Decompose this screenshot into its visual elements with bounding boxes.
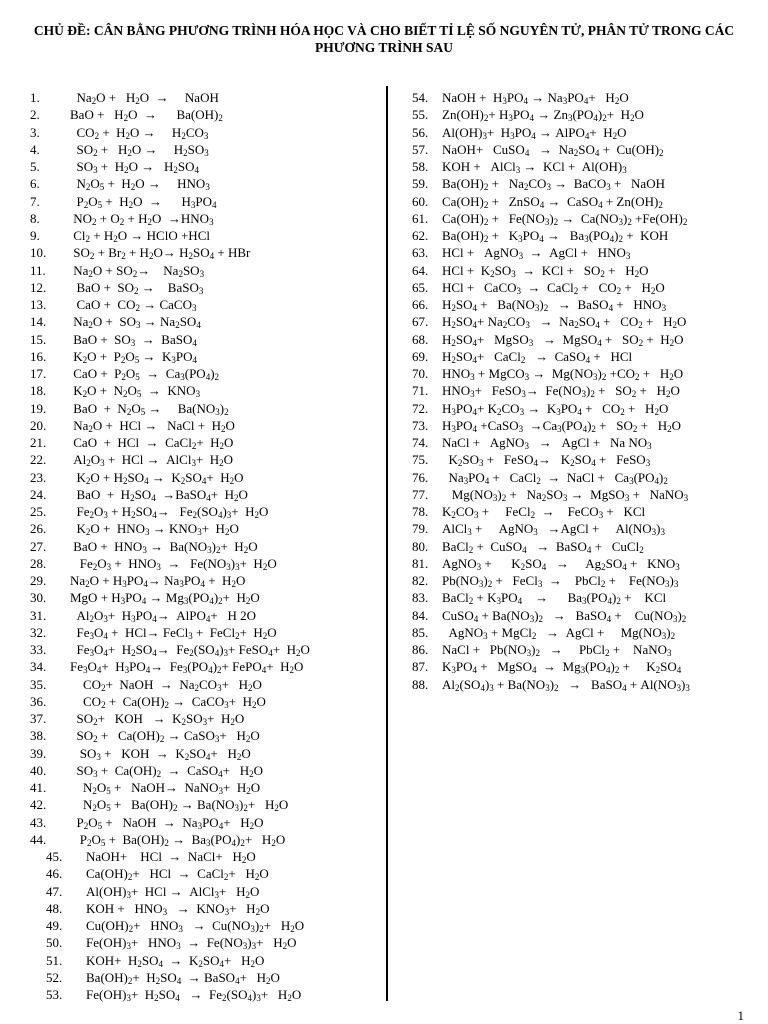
equation-number: 58. xyxy=(412,159,429,174)
equation-text: $Pb(NO_3)_2$ + FeCl$_3$ → PbCl$_2$ + $Fe(NO_3)_3$ xyxy=(442,573,679,589)
equation-row xyxy=(30,589,382,606)
equation-number: 46. xyxy=(46,866,63,882)
equation-text: $H_2SO_4+$ MgSO$_3$ → MgSO$_4$ + $SO_2 + H_2O$ xyxy=(442,331,684,348)
equation-text: BaCl$_2$ + CuSO$_4$ → BaSO$_4$ + CuCl$_2$ xyxy=(442,538,644,555)
equation-number: 26. xyxy=(30,521,47,537)
equation-number: 21. xyxy=(30,435,47,450)
equation-number: 48. xyxy=(46,900,63,916)
equation-text: CaO + $CO_2$ → CaCO$_3$ xyxy=(70,297,197,313)
equation-row xyxy=(412,451,752,468)
equation-number: 42. xyxy=(30,797,47,813)
equation-text: KOH + AlCl$_3$ → KCl + $Al(OH)_3$ xyxy=(442,159,627,175)
equation-row xyxy=(30,417,382,434)
equation-row xyxy=(412,658,752,675)
equation-text: BaO + $SO_2$ → BaSO$_3$ xyxy=(70,279,204,296)
equation-row xyxy=(30,814,382,831)
equation-row xyxy=(30,624,382,641)
equation-number: 73. xyxy=(412,417,429,433)
equation-row xyxy=(30,848,382,865)
equation-number: 29. xyxy=(30,573,47,588)
equation-row xyxy=(30,193,382,210)
equation-text: NaOH+ CuSO$_4$ → $Na_2SO_4 + Cu(OH)_2$ xyxy=(442,141,664,158)
equation-row xyxy=(30,986,382,1003)
equation-text: $K_2O + HNO_3 \to KNO_3+ H_2O$ xyxy=(70,521,239,538)
equation-text: $HNO_3+$ FeSO$_3$→ $Fe(NO_3)_2 + SO_2 + H_2O$ xyxy=(442,383,680,400)
equation-number: 60. xyxy=(412,193,429,209)
equation-number: 39. xyxy=(30,745,47,761)
equation-text: CaO + HCl → CaCl$_2$+ $H_2O$ xyxy=(70,435,234,451)
equation-text: $N_2O_5 + Ba(OH)_2 \to Ba(NO_3)_2+ H_2O$ xyxy=(70,797,289,814)
equation-text: $Al_2O_3$ + HCl → AlCl$_3$+ $H_2O$ xyxy=(70,452,234,469)
equation-row xyxy=(412,555,752,572)
equation-text: $SO_3 + H_2O \to H_2SO_4$ xyxy=(70,159,200,175)
equation-row xyxy=(412,227,752,244)
equation-row xyxy=(412,141,752,158)
equation-row xyxy=(30,641,382,658)
title-line-1: CHỦ ĐỀ: CÂN BẰNG PHƯƠNG TRÌNH HÓA HỌC VÀ CHO BIẾT TỈ LỆ SỐ NGUYÊN TỬ, PHÂN TỬ TRONG CÁC xyxy=(33,23,735,38)
equation-text: $SO_2+$ KOH → $K_2SO_3+ H_2O$ xyxy=(70,711,245,727)
equation-text: $Mg(NO_3)_2 + Na_2SO_3$ → MgSO$_3$ + NaNO$_3$ xyxy=(442,486,689,503)
equation-number: 40. xyxy=(30,762,47,778)
equation-number: 84. xyxy=(412,607,429,623)
equation-number: 37. xyxy=(30,711,47,726)
equation-text: $N_2O_5$ + NaOH→ NaNO$_3$+ $H_2O$ xyxy=(70,780,261,796)
equation-text: $H_3PO_4+ K_2CO_3 \to K_3PO_4 + CO_2 + H_2O$ xyxy=(442,400,669,417)
equation-number: 57. xyxy=(412,141,429,157)
equation-row xyxy=(30,727,382,744)
equation-number: 47. xyxy=(46,883,63,899)
equation-text: $Fe(OH)_3+ H_2SO_4 \to Fe_2(SO_4)_3+ H_2O$ xyxy=(86,987,302,1003)
equation-text: BaCl$_2$ + $K_3PO_4$ → $Ba_3(PO_4)_2$ + KCl xyxy=(442,590,667,607)
equation-row xyxy=(30,175,382,192)
equation-number: 54. xyxy=(412,90,429,105)
equation-text: $N_2O_5 + H_2O$ → $HNO_3$ xyxy=(70,176,210,193)
equation-row xyxy=(412,89,752,106)
equation-text: $SO_2 + Br_2 + H_2O\to H_2SO_4$ + HBr xyxy=(70,245,251,262)
equation-text: $H_3PO_4$ +CaSO$_3$ $\to Ca_3(PO_4)_2 + SO_2 + H_2O$ xyxy=(442,417,681,434)
equation-number: 1. xyxy=(30,90,40,105)
equation-row xyxy=(412,158,752,175)
page-number: 1 xyxy=(737,1008,744,1023)
equation-number: 79. xyxy=(412,521,429,537)
equation-number: 63. xyxy=(412,245,429,261)
equation-text: $Ba(OH)_2 + K_3PO_4 \to Ba_3(PO_4)_2$ + KOH xyxy=(442,228,669,244)
equation-row xyxy=(412,365,752,382)
equation-text: CuSO$_4$ + $Ba(NO_3)_2$ → BaSO$_4$ + $Cu(NO_3)_2$ xyxy=(442,607,687,624)
equation-row xyxy=(412,210,752,227)
equation-number: 51. xyxy=(46,952,63,968)
equation-text: $Ba(OH)_2+ H_2SO_4$ → BaSO$_4$+ $H_2O$ xyxy=(86,969,280,986)
equation-row xyxy=(412,624,752,641)
equation-number: 3. xyxy=(30,124,40,140)
equation-number: 68. xyxy=(412,331,429,347)
equation-row xyxy=(30,313,382,330)
equation-number: 75. xyxy=(412,452,429,468)
equation-text: $K_2O + H_2SO_4 \to K_2SO_4+ H_2O$ xyxy=(70,469,244,486)
equation-number: 76. xyxy=(412,469,429,485)
equation-row xyxy=(30,693,382,710)
equation-number: 49. xyxy=(46,918,63,933)
equation-row xyxy=(30,831,382,848)
equation-text: NaOH + $H_3PO_4 \to Na_3PO_4+ H_2O$ xyxy=(442,90,629,106)
equation-text: $Cl_2 + H_2O$ → HClO +HCl xyxy=(70,228,210,244)
equation-row xyxy=(30,555,382,572)
equation-number: 55. xyxy=(412,107,429,123)
page-title xyxy=(20,22,748,56)
equation-text: $K_2SO_3$ + FeSO$_4$→ $K_2SO_4$ + FeSO$_3$ xyxy=(442,452,651,469)
equation-number: 25. xyxy=(30,504,47,519)
equation-row xyxy=(412,193,752,210)
equation-number: 15. xyxy=(30,331,47,347)
equation-text: $Al(OH)_3+$ HCl → AlCl$_3$+ $H_2O$ xyxy=(86,883,260,900)
equation-number: 86. xyxy=(412,642,429,657)
equation-row xyxy=(412,313,752,330)
equation-row xyxy=(30,227,382,244)
equation-row xyxy=(30,244,382,261)
equation-text: $CO_2 + Ca(OH)_2$ → CaCO$_3$+ $H_2O$ xyxy=(70,693,266,710)
equation-text: $Fe_2O_3 + H_2SO_4\to Fe_2(SO_4)_3+ H_2O$ xyxy=(70,504,269,520)
equation-number: 6. xyxy=(30,176,40,192)
equation-text: $Fe_3O_4 + HCl\to$ FeCl$_3$ + FeCl$_2$+ $H_2O$ xyxy=(70,624,277,641)
equation-number: 78. xyxy=(412,504,429,519)
equation-text: CaO + $P_2O_5 \to Ca_3(PO_4)_2$ xyxy=(70,366,220,382)
equation-number: 13. xyxy=(30,297,47,312)
equation-text: BaO + $H_2SO_4$ →BaSO$_4$+ $H_2O$ xyxy=(70,486,248,503)
equation-number: 5. xyxy=(30,159,40,174)
equation-text: $SO_2 + Ca(OH)_2$ → CaSO$_3$+ $H_2O$ xyxy=(70,728,260,745)
equation-row xyxy=(30,900,382,917)
equation-row xyxy=(412,589,752,606)
equation-text: $Na_2O + SO_2\to$ $Na_2SO_3$ xyxy=(70,262,205,279)
equation-text: $Na_3PO_4$ + CaCl$_2$ → NaCl + $Ca_3(PO_4)_2$ xyxy=(442,469,668,486)
equation-number: 10. xyxy=(30,245,47,261)
equation-row xyxy=(30,917,382,934)
equation-number: 36. xyxy=(30,693,47,709)
equation-number: 9. xyxy=(30,228,40,243)
equation-row xyxy=(412,503,752,520)
equation-text: $K_3PO_4$ + MgSO$_4$ → $Mg_3(PO_4)_2$ + $K_2SO_4$ xyxy=(442,659,682,676)
equation-number: 27. xyxy=(30,538,47,554)
equation-number: 64. xyxy=(412,262,429,278)
equation-text: $Na_2O$ + HCl → NaCl + $H_2O$ xyxy=(70,417,235,434)
equation-number: 32. xyxy=(30,624,47,640)
equation-row xyxy=(30,745,382,762)
equation-text: BaO + $SO_3$ → BaSO$_4$ xyxy=(70,331,197,348)
equation-number: 87. xyxy=(412,659,429,675)
equation-number: 67. xyxy=(412,314,429,330)
equation-text: NaCl + $Pb(NO_3)_2$ → PbCl$_2$ + NaNO$_3$ xyxy=(442,642,672,658)
equation-text: NaOH+ HCl → NaCl+ $H_2O$ xyxy=(86,849,256,865)
equation-number: 65. xyxy=(412,279,429,295)
equation-text: $SO_2 + H_2O$ → $H_2SO_3$ xyxy=(70,141,209,158)
equation-text: $P_2O_5$ + NaOH → $Na_3PO_4+ H_2O$ xyxy=(70,814,264,831)
equation-number: 23. xyxy=(30,469,47,485)
equation-row xyxy=(412,469,752,486)
equation-number: 38. xyxy=(30,728,47,744)
equation-number: 24. xyxy=(30,486,47,502)
equation-row xyxy=(412,382,752,399)
equation-text: HCl + AgNO$_3$ → AgCl + $HNO_3$ xyxy=(442,245,631,262)
equation-text: $K_2O + N_2O_5 \to KNO_3$ xyxy=(70,383,201,400)
equation-number: 44. xyxy=(30,831,47,847)
equation-number: 88. xyxy=(412,676,429,692)
equation-number: 70. xyxy=(412,366,429,381)
equation-row xyxy=(30,503,382,520)
equation-row xyxy=(412,279,752,296)
equation-text: AlCl$_3$ + AgNO$_3$ →AgCl + $Al(NO_3)_3$ xyxy=(442,521,665,538)
equation-text: $H_2SO_4 + Ba(NO_3)_2$ → BaSO$_4$ + $HNO_3$ xyxy=(442,297,667,313)
equation-text: $Ca(OH)_2$ + ZnSO$_4$ → CaSO$_4$ + $Zn(OH)_2$ xyxy=(442,193,663,210)
equation-row xyxy=(30,607,382,624)
left-column xyxy=(30,89,382,1003)
equation-text: BaO + $N_2O_5$ → $Ba(NO_3)_2$ xyxy=(70,400,229,417)
equation-number: 41. xyxy=(30,780,47,795)
equation-number: 22. xyxy=(30,452,47,468)
equation-number: 31. xyxy=(30,607,47,623)
equation-row xyxy=(412,175,752,192)
equation-number: 2. xyxy=(30,107,40,123)
equation-number: 53. xyxy=(46,987,63,1002)
equation-row xyxy=(30,952,382,969)
equation-text: AgNO$_3$ + MgCl$_2$ → AgCl + $Mg(NO_3)_2$ xyxy=(442,624,676,641)
equation-row xyxy=(412,486,752,503)
equation-row xyxy=(412,417,752,434)
equation-text: $Al(OH)_3+ H_3PO_4$ → AlPO$_4$+ $H_2O$ xyxy=(442,124,627,141)
equation-text: MgO + $H_3PO_4 \to Mg_3(PO_4)_2+ H_2O$ xyxy=(70,590,260,607)
equation-row xyxy=(30,969,382,986)
equation-row xyxy=(30,434,382,451)
right-column xyxy=(412,89,752,693)
equation-text: $H_2SO_4+ Na_2CO_3 \to Na_2SO_4 + CO_2 + H_2O$ xyxy=(442,314,687,331)
equation-number: 4. xyxy=(30,141,40,157)
equation-row xyxy=(30,348,382,365)
equation-text: NaCl + AgNO$_3$ → AgCl + Na $NO_3$ xyxy=(442,435,652,451)
equation-row xyxy=(412,262,752,279)
equation-text: KOH + $HNO_3 \to KNO_3+ H_2O$ xyxy=(86,900,270,917)
title-line-2: PHƯƠNG TRÌNH SAU xyxy=(314,40,453,55)
equation-number: 56. xyxy=(412,124,429,140)
equation-text: AgNO$_3$ + $K_2SO_4$ → $Ag_2SO_4 + KNO_3$ xyxy=(442,555,680,572)
equation-text: $Fe_2O_3 + HNO_3 \to Fe(NO_3)_3+ H_2O$ xyxy=(70,555,277,572)
equation-row xyxy=(30,451,382,468)
equation-row xyxy=(30,676,382,693)
equation-text: $Na_2O + H_2O$ → NaOH xyxy=(70,90,219,106)
equation-number: 82. xyxy=(412,573,429,588)
equation-text: BaO + $HNO_3 \to Ba(NO_3)_2+ H_2O$ xyxy=(70,538,258,555)
equation-row xyxy=(30,296,382,313)
equation-number: 66. xyxy=(412,297,429,312)
equation-row xyxy=(30,520,382,537)
equation-row xyxy=(30,865,382,882)
equation-text: $Zn(OH)_2+ H_3PO_4 \to Zn_3(PO_4)_2+ H_2O$ xyxy=(442,107,644,124)
equation-number: 59. xyxy=(412,176,429,192)
equation-text: $CO_2+$ NaOH → $Na_2CO_3+ H_2O$ xyxy=(70,676,262,693)
equation-row xyxy=(412,331,752,348)
equation-row xyxy=(412,348,752,365)
equation-row xyxy=(30,124,382,141)
equation-text: $Fe(OH)_3+ HNO_3 \to Fe(NO_3)_3+ H_2O$ xyxy=(86,935,297,952)
equation-row xyxy=(30,279,382,296)
equation-number: 8. xyxy=(30,210,40,226)
equation-row xyxy=(30,365,382,382)
equation-row xyxy=(30,779,382,796)
equation-row xyxy=(30,141,382,158)
equation-number: 12. xyxy=(30,279,47,295)
equation-text: $P_2O_5 + H_2O$ → $H_3PO_4$ xyxy=(70,193,217,210)
equation-text: $Al_2O_3+ H_3PO_4\to$ AlPO$_4$+ H 2O xyxy=(70,607,256,624)
equation-row xyxy=(30,210,382,227)
equation-text: HCl + $K_2SO_3$ → KCl + $SO_2 + H_2O$ xyxy=(442,262,649,279)
equation-row xyxy=(412,520,752,537)
equation-number: 20. xyxy=(30,417,47,433)
equation-row xyxy=(412,124,752,141)
equation-number: 28. xyxy=(30,555,47,571)
equation-number: 62. xyxy=(412,228,429,243)
equation-text: $Na_2O + SO_3 \to Na_2SO_4$ xyxy=(70,314,201,331)
equation-number: 80. xyxy=(412,538,429,554)
equation-number: 71. xyxy=(412,383,429,399)
equation-text: $K_2O + P_2O_5 \to K_3PO_4$ xyxy=(70,348,197,365)
equation-row xyxy=(412,296,752,313)
equation-row xyxy=(412,538,752,555)
equation-text: BaO + $H_2O$ → $Ba(OH)_2$ xyxy=(70,107,223,124)
equation-text: $HNO_3$ + MgCO$_3$ → $Mg(NO_3)_2 +CO_2 + H_2O$ xyxy=(442,366,684,382)
equation-text: $Ca(OH)_2+$ HCl → CaCl$_2$+ $H_2O$ xyxy=(86,866,269,883)
column-divider xyxy=(386,86,388,1001)
equation-number: 77. xyxy=(412,486,429,502)
equation-row xyxy=(30,331,382,348)
equation-text: $Fe_3O_4+ H_2SO_4\to Fe_2(SO_4)_3+$ FeSO$_4$+ $H_2O$ xyxy=(70,642,310,658)
equation-row xyxy=(30,883,382,900)
equation-row xyxy=(412,641,752,658)
equation-row xyxy=(30,934,382,951)
equation-number: 72. xyxy=(412,400,429,416)
equation-number: 61. xyxy=(412,210,429,226)
equation-number: 52. xyxy=(46,969,63,985)
equation-number: 34. xyxy=(30,659,47,675)
equation-text: $Fe_3O_4+ H_3PO_4\to Fe_3(PO_4)_2+$ FePO$_4$+ $H_2O$ xyxy=(70,659,304,676)
equation-text: $Ca(OH)_2 + Fe(NO_3)_2 \to Ca(NO_3)_2 +Fe(OH)_2$ xyxy=(442,210,688,227)
equation-number: 45. xyxy=(46,849,63,864)
equation-number: 81. xyxy=(412,555,429,571)
equation-text: $Na_2O + H_3PO_4\to Na_3PO_4 + H_2O$ xyxy=(70,573,246,589)
equation-number: 19. xyxy=(30,400,47,416)
equation-text: $H_2SO_4+$ CaCl$_2$ → CaSO$_4$ + HCl xyxy=(442,348,633,365)
equation-row xyxy=(412,400,752,417)
equation-row xyxy=(30,572,382,589)
equation-number: 30. xyxy=(30,590,47,606)
equation-text: HCl + CaCO$_3$ → CaCl$_2$ + $CO_2 + H_2O$ xyxy=(442,279,665,296)
equation-row xyxy=(30,469,382,486)
equation-row xyxy=(30,158,382,175)
equation-number: 50. xyxy=(46,935,63,951)
equation-row xyxy=(30,400,382,417)
equation-number: 33. xyxy=(30,642,47,657)
equation-row xyxy=(30,382,382,399)
equation-number: 69. xyxy=(412,348,429,364)
equation-row xyxy=(412,244,752,261)
equation-text: $KOH+ H_2SO_4 \to K_2SO_4+ H_2O$ xyxy=(86,952,265,969)
equation-row xyxy=(30,796,382,813)
equation-row xyxy=(412,607,752,624)
equation-text: $K_2CO_3$ + FeCl$_2$ → FeCO$_3$ + KCl xyxy=(442,504,646,520)
equation-row xyxy=(30,658,382,675)
equation-number: 83. xyxy=(412,590,429,606)
equation-number: 7. xyxy=(30,193,40,209)
equation-row xyxy=(30,486,382,503)
equation-number: 16. xyxy=(30,348,47,364)
equation-number: 74. xyxy=(412,435,429,450)
equation-row xyxy=(412,434,752,451)
equation-row xyxy=(30,710,382,727)
equation-text: $P_2O_5 + Ba(OH)_2 \to Ba_3(PO_4)_2+ H_2O$ xyxy=(70,831,286,848)
equation-text: $Ba(OH)_2 + Na_2CO_3$ → BaCO$_3$ + NaOH xyxy=(442,176,665,193)
equation-row xyxy=(30,106,382,123)
equation-text: $NO_2 + O_2 + H_2O \to HNO_3$ xyxy=(70,210,214,227)
equation-text: $Al_2(SO_4)_3 + Ba(NO_3)_2$ → BaSO$_4$ + $Al(NO_3)_3$ xyxy=(442,676,690,693)
equation-number: 85. xyxy=(412,624,429,640)
equation-row xyxy=(30,262,382,279)
equation-text: $CO_2 + H_2O$ → $H_2CO_3$ xyxy=(70,124,209,141)
equation-number: 18. xyxy=(30,383,47,399)
equation-row xyxy=(412,676,752,693)
equation-row xyxy=(30,762,382,779)
equation-row xyxy=(30,538,382,555)
equation-number: 17. xyxy=(30,366,47,381)
equation-row xyxy=(412,106,752,123)
equation-row xyxy=(412,572,752,589)
equation-number: 35. xyxy=(30,676,47,692)
equation-number: 43. xyxy=(30,814,47,830)
equation-number: 11. xyxy=(30,262,46,278)
equation-text: $SO_3$ + KOH → $K_2SO_4+ H_2O$ xyxy=(70,745,251,762)
equation-text: $SO_3 + Ca(OH)_2$ → CaSO$_4$+ $H_2O$ xyxy=(70,762,264,779)
equation-text: $Cu(OH)_2+ HNO_3 \to Cu(NO_3)_2+ H_2O$ xyxy=(86,918,305,934)
equation-row xyxy=(30,89,382,106)
equation-number: 14. xyxy=(30,314,47,330)
